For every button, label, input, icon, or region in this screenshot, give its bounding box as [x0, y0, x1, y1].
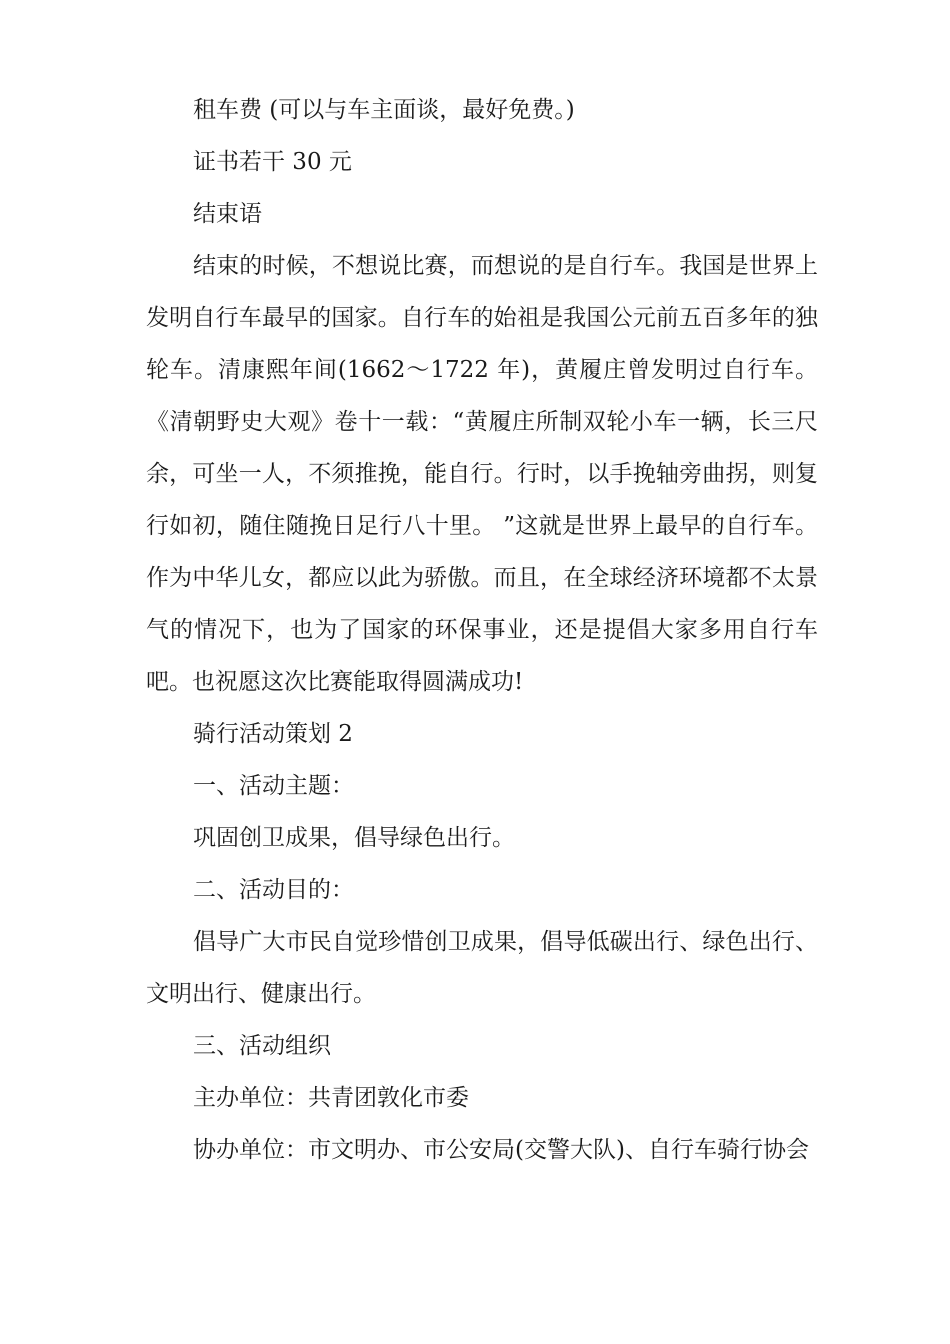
co-organizer-line: 协办单位：市文明办、市公安局(交警大队)、自行车骑行协会	[193, 1137, 809, 1163]
theme-text: 巩固创卫成果，倡导绿色出行。	[193, 825, 515, 851]
section-theme-heading: 一、活动主题：	[193, 773, 354, 799]
rental-fee-line: 租车费 (可以与车主面谈，最好免费。)	[193, 97, 575, 123]
purpose-text: 倡导广大市民自觉珍惜创卫成果，倡导低碳出行、绿色出行、文明出行、健康出行。	[146, 929, 818, 1007]
closing-heading: 结束语	[193, 201, 262, 227]
section-purpose-heading: 二、活动目的：	[193, 877, 354, 903]
closing-paragraph: 结束的时候，不想说比赛，而想说的是自行车。我国是世界上发明自行车最早的国家。自行车的始祖是我国公元前五百多年的独轮车。清康熙年间(1662～1722 年)，黄履庄曾发明过自行车。《清朝野史大观》卷十一载：“黄履庄所制双轮小车一辆，长三尺余，可坐一人，不须推挽，能自行。行时，以手挽轴旁曲拐，则复行如初，随住随挽日足行八十里。 ”这就是世界上最早的自行车。作为中华儿女，都应以此为骄傲。而且，在全球经济环境都不太景气的情况下，也为了国家的环保事业，还是提倡大家多用自行车吧。也祝愿这次比赛能取得圆满成功!	[146, 253, 818, 695]
section-organization-heading: 三、活动组织	[193, 1033, 331, 1059]
organizer-line: 主办单位：共青团敦化市委	[193, 1085, 469, 1111]
document-body	[146, 84, 818, 1176]
certificate-line: 证书若干 30 元	[193, 149, 352, 175]
plan-2-title: 骑行活动策划 2	[193, 721, 353, 747]
